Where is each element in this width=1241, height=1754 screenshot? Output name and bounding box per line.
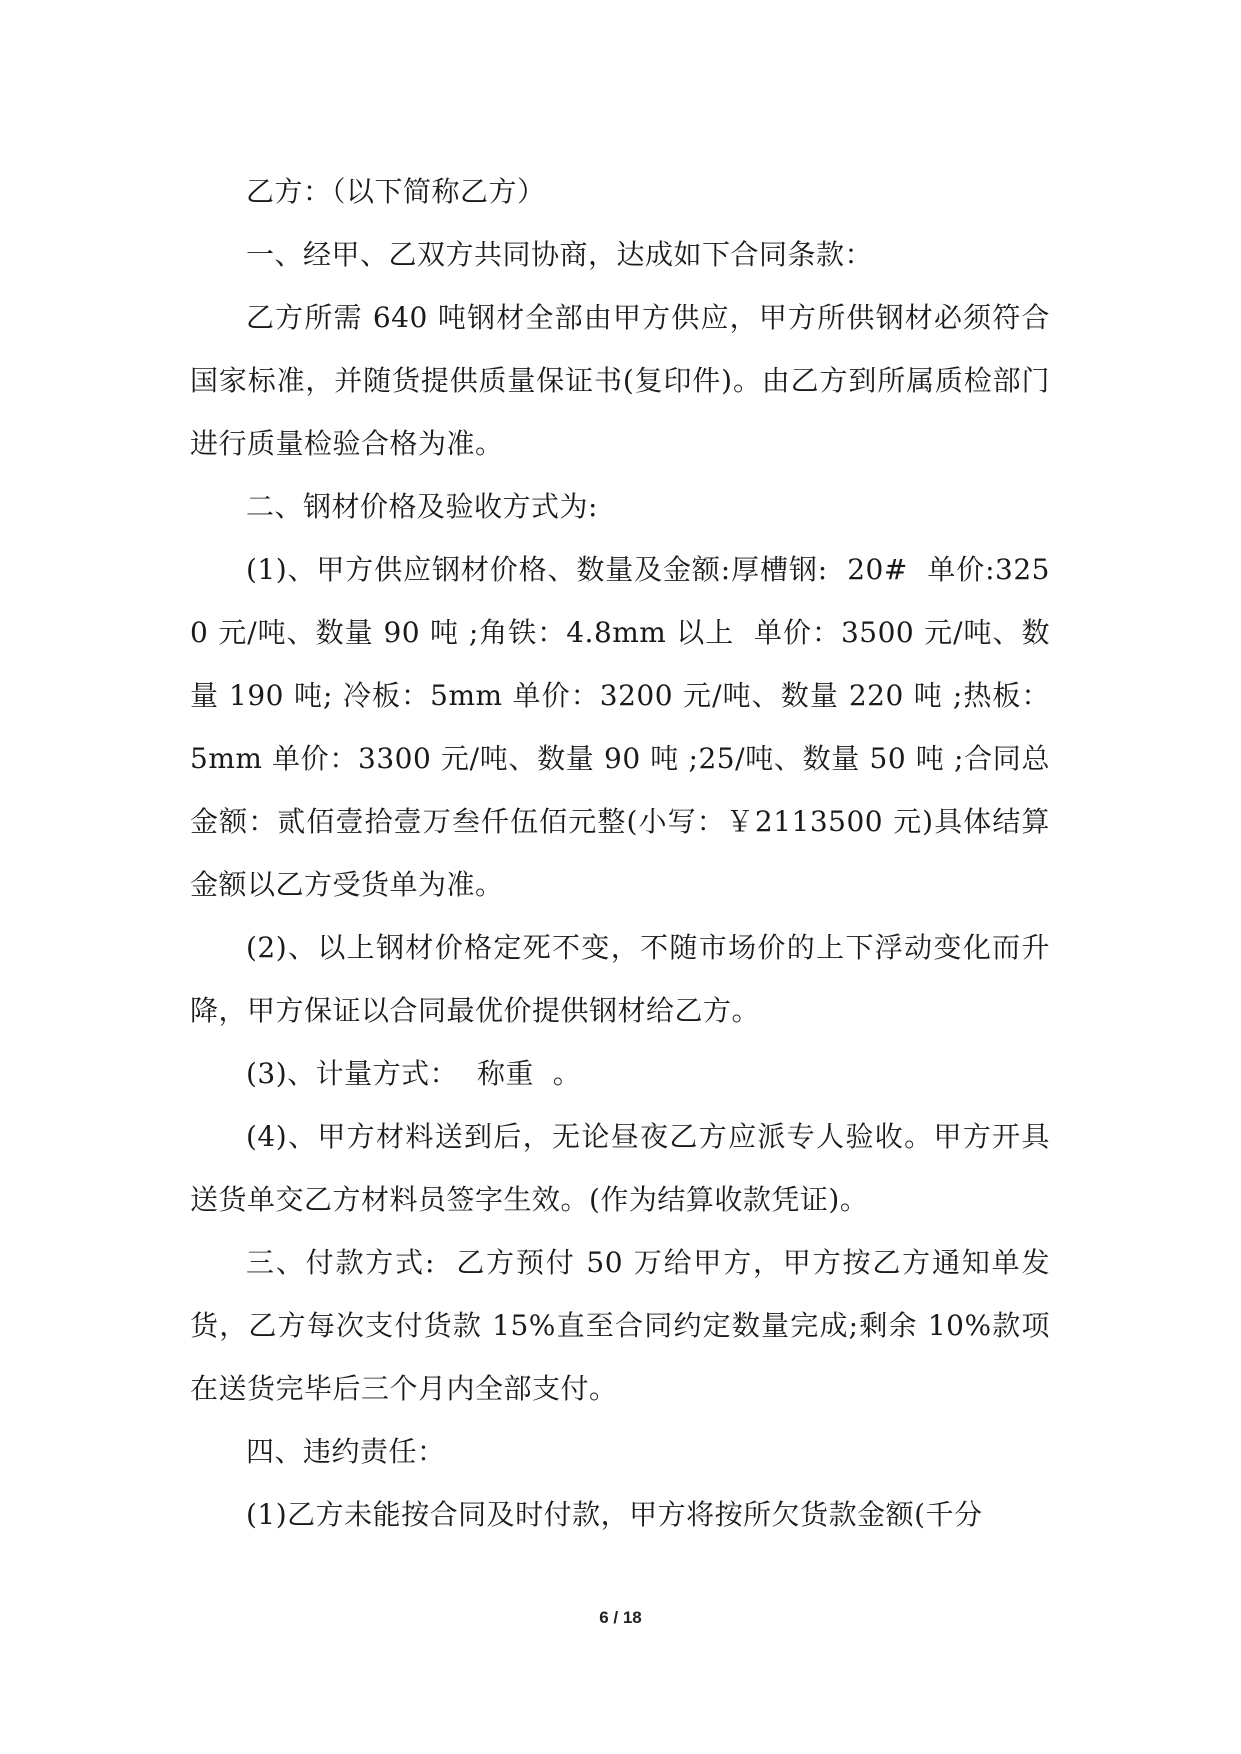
section-2-item-3: (3)、计量方式： 称重 。 <box>246 1057 582 1090</box>
section-4-item-1: (1)乙方未能按合同及时付款，甲方将按所欠货款金额(千分 <box>246 1498 983 1531</box>
section-4-heading: 四、违约责任： <box>246 1435 446 1468</box>
section-1-body: 乙方所需 640 吨钢材全部由甲方供应，甲方所供钢材必须符合国家标准，并随货提供质量保证书(复印件)。由乙方到所属质检部门进行质量检验合格为准。 <box>190 301 1050 460</box>
party-b-line: 乙方：（以下简称乙方） <box>246 175 546 208</box>
document-page <box>190 160 1050 1546</box>
section-2-item-2: (2)、以上钢材价格定死不变，不随市场价的上下浮动变化而升降，甲方保证以合同最优价提供钢材给乙方。 <box>190 931 1050 1027</box>
section-1-heading: 一、经甲、乙双方共同协商，达成如下合同条款： <box>246 238 874 271</box>
page-number: 6 / 18 <box>599 1608 642 1627</box>
section-2-item-4: (4)、甲方材料送到后，无论昼夜乙方应派专人验收。甲方开具送货单交乙方材料员签字生效。(作为结算收款凭证)。 <box>190 1120 1050 1216</box>
section-2-item-1: (1)、甲方供应钢材价格、数量及金额:厚槽钢: 20# 单价:3250 元/吨、数量 90 吨 ;角铁：4.8mm 以上 单价：3500 元/吨、数量 190 吨; 冷板：5mm 单价：3200 元/吨、数量 220 吨 ;热板：5mm 单价：3300 元/吨、数量 90 吨 ;25/吨、数量 50 吨 ;合同总金额：贰佰壹拾壹万叁仟伍佰元整(小写：￥2113500 元)具体结算金额以乙方受货单为准。 <box>190 553 1050 901</box>
section-2-heading: 二、钢材价格及验收方式为: <box>246 490 598 523</box>
section-3-payment: 三、付款方式: 乙方预付 50 万给甲方，甲方按乙方通知单发货，乙方每次支付货款 15%直至合同约定数量完成;剩余 10%款项在送货完毕后三个月内全部支付。 <box>190 1246 1050 1405</box>
